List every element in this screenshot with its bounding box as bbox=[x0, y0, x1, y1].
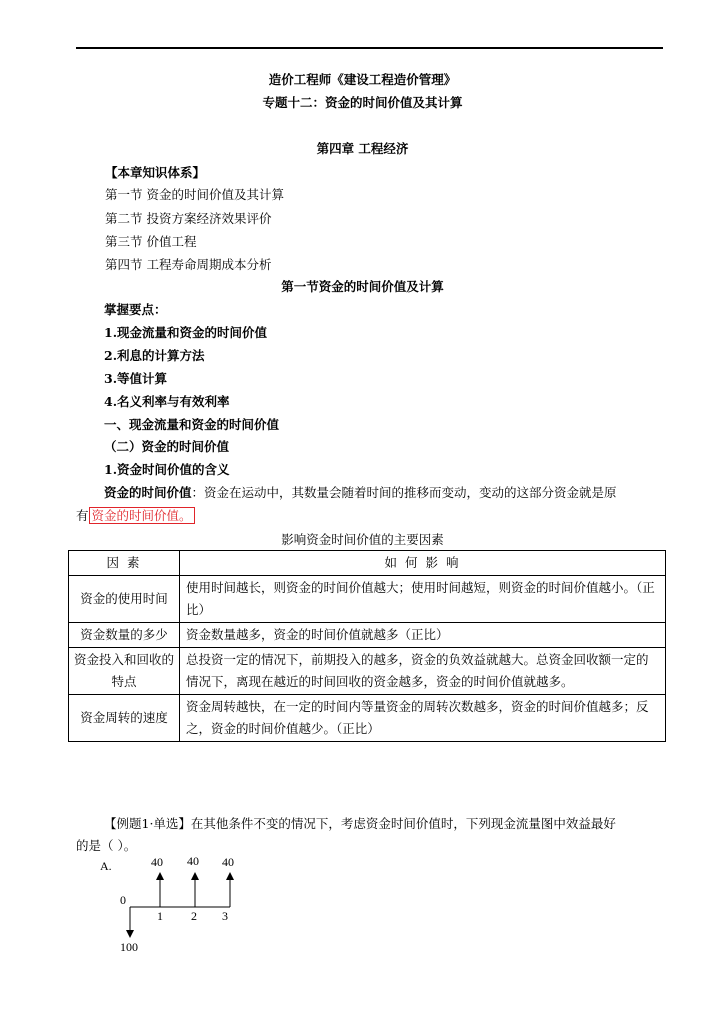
key-point: 1.现金流量和资金的时间价值 bbox=[104, 325, 268, 340]
table-row bbox=[69, 623, 666, 648]
definition-colon: ： bbox=[191, 485, 205, 500]
header-rule bbox=[76, 47, 663, 49]
inflow-arrowhead bbox=[156, 872, 164, 880]
period-label: 3 bbox=[222, 909, 228, 923]
key-point: 3.等值计算 bbox=[104, 371, 168, 386]
table-header-effect: 如 何 影 响 bbox=[180, 551, 666, 576]
period-label: 1 bbox=[157, 909, 163, 923]
definition-term: 资金的时间价值 bbox=[104, 485, 192, 500]
inflow-arrowhead bbox=[226, 872, 234, 880]
table-header-row bbox=[69, 551, 666, 576]
factor-cell: 资金的使用时间 bbox=[69, 576, 180, 623]
chapter-section-item: 第四节 工程寿命周期成本分析 bbox=[105, 257, 272, 272]
document-title: 造价工程师《建设工程造价管理》 bbox=[268, 72, 457, 87]
table-row bbox=[69, 576, 666, 623]
period-label: 0 bbox=[120, 893, 126, 907]
outflow-value: 100 bbox=[120, 940, 138, 954]
definition-highlight: 资金的时间价值。 bbox=[89, 507, 195, 524]
definition-text: 资金在运动中，其数量会随着时间的推移而变动，变动的这部分资金就是原 bbox=[204, 485, 617, 500]
outflow-arrowhead bbox=[126, 930, 134, 938]
definition-continuation bbox=[76, 506, 195, 524]
inflow-value: 40 bbox=[222, 855, 234, 869]
option-label: A. bbox=[100, 859, 112, 873]
table-row bbox=[69, 695, 666, 742]
table-caption: 影响资金时间价值的主要因素 bbox=[281, 532, 444, 547]
inflow-arrowhead bbox=[191, 872, 199, 880]
chapter-section-item: 第二节 投资方案经济效果评价 bbox=[105, 211, 272, 226]
chapter-section-item: 第三节 价值工程 bbox=[105, 234, 197, 249]
definition-line bbox=[104, 483, 617, 501]
example-question-line: 【例题1·单选】在其他条件不变的情况下，考虑资金时间价值时，下列现金流量图中效益最好 bbox=[104, 816, 616, 831]
table-row bbox=[69, 648, 666, 695]
part-heading: 一、现金流量和资金的时间价值 bbox=[104, 417, 280, 432]
section-title: 第一节资金的时间价值及计算 bbox=[281, 279, 444, 294]
inflow-value: 40 bbox=[187, 854, 199, 868]
effect-cell: 资金数量越多，资金的时间价值就越多（正比） bbox=[180, 623, 666, 648]
table-header-factor: 因 素 bbox=[69, 551, 180, 576]
document-subtitle: 专题十二：资金的时间价值及其计算 bbox=[262, 95, 463, 110]
chapter-section-item: 第一节 资金的时间价值及其计算 bbox=[105, 187, 284, 202]
factors-table bbox=[68, 550, 666, 742]
key-point: 4.名义利率与有效利率 bbox=[104, 394, 230, 409]
factor-cell: 资金投入和回收的特点 bbox=[69, 648, 180, 695]
factor-cell: 资金周转的速度 bbox=[69, 695, 180, 742]
effect-cell: 使用时间越长，则资金的时间价值越大；使用时间越短，则资金的时间价值越小。（正比） bbox=[180, 576, 666, 623]
period-label: 2 bbox=[191, 909, 197, 923]
sub-heading: （二）资金的时间价值 bbox=[104, 439, 230, 454]
effect-cell: 资金周转越快，在一定的时间内等量资金的周转次数越多，资金的时间价值越多；反之，资金的时间价值越少。（正比） bbox=[180, 695, 666, 742]
key-point: 2.利息的计算方法 bbox=[104, 348, 205, 363]
item-heading: 1.资金时间价值的含义 bbox=[104, 462, 230, 477]
definition-prefix: 有 bbox=[76, 508, 89, 523]
knowledge-system-heading: 【本章知识体系】 bbox=[105, 165, 206, 180]
effect-cell: 总投资一定的情况下，前期投入的越多，资金的负效益就越大。总资金回收额一定的情况下，离现在越近的时间回收的资金越多，资金的时间价值就越多。 bbox=[180, 648, 666, 695]
chapter-title: 第四章 工程经济 bbox=[316, 141, 409, 156]
cash-flow-diagram bbox=[95, 852, 255, 962]
inflow-value: 40 bbox=[151, 855, 163, 869]
example-question-line: 的是（ ）。 bbox=[76, 838, 137, 853]
factor-cell: 资金数量的多少 bbox=[69, 623, 180, 648]
key-points-heading: 掌握要点： bbox=[104, 302, 167, 317]
